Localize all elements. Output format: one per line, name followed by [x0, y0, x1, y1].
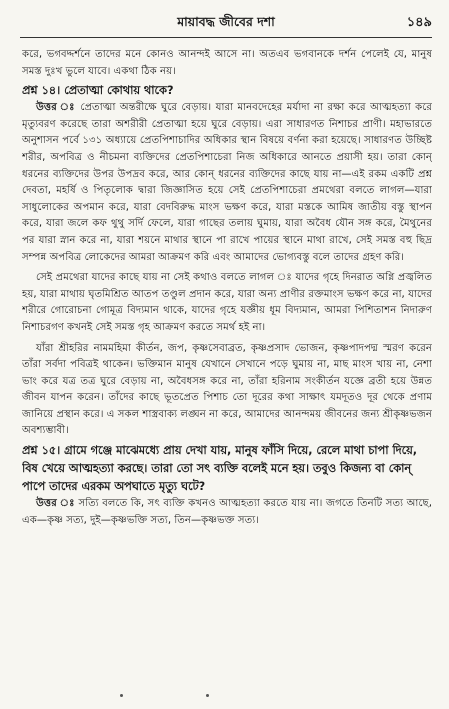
page-header	[20, 4, 432, 44]
paragraph-continuation: করে, ভগবদ্দর্শনে তাদের মনে কোনও আনন্দই আসে না। অতএব ভগবানকে দর্শন পেলেই যে, মানুষ সমস্ত দুঃখ ভুলে যাবে। একথা ঠিক নয়।	[22, 49, 432, 77]
paragraph-devotees: যাঁরা শ্রীহরির নামমহিমা কীর্তন, জপ, কৃষ্ণসেবাব্রত, কৃষ্ণপ্রসাদ ভোজন, কৃষ্ণপাদপদ্ম স্মরণ করেন তাঁরা সর্বদা পবিত্রই থাকেন। ভক্তিমান মানুষ যেখানে সেখানে পড়ে ঘুমায় না, মাছ মাংস খায় না, নেশা ভাং করে যত্র তত্র ঘুরে বেড়ায় না, অবৈধসঙ্গ করে না, তাঁরা হরিনাম সংকীর্তন যজ্ঞে ব্রতী হয়ে উন্নত জীবন যাপন করেন। তাঁদের কাছে ভূতপ্রেত পিশাচ তো দূরের কথা সাক্ষাৎ যমদূতও দূর থেকে প্রণাম জানিয়ে প্রস্থান করে। এ সকল শাস্ত্রবাক্য লঙ্ঘন না করে, আমাদের আনন্দময় জীবনের জন্য শ্রীকৃষ্ণভজন অবশ্যম্ভাবী।	[22, 342, 432, 437]
page-number: ১৪৯	[406, 15, 432, 30]
question-14	[22, 82, 432, 100]
question-text: প্রেতাত্মা কোথায় থাকে?	[64, 84, 174, 98]
question-label: প্রশ্ন ১৫।	[22, 444, 61, 458]
answer-text: প্রেতাত্মা অন্তরীক্ষে ঘুরে বেড়ায়। যারা মানবদেহের মর্যাদা না রক্ষা করে আত্মহত্যা করে মৃত্যুবরণ করেছে তারা অশরীরী প্রেতাত্মা হয়ে ঘুরে বেড়ায়। এরা সাধারণত নিশাচর প্রাণী। মহাভারতে অনুশাসন পর্বে ১৩১ অধ্যায়ে প্রেতপিশাচাদির অধিকার স্থান বিষয়ে বর্ণনা করা হয়েছে। সাধারণত উচ্ছিষ্ট শরীর, অপবিত্র ও নীচমনা ব্যক্তিদের প্রেতপিশাচেরা নিজ অধিকারে আনতে প্রয়াসী হয়। তারা কোন্ ধরনের ব্যক্তিদের উপর উপদ্রব করে, আর কোন্ ধরনের ব্যক্তিদের কাছে যায় না—এই রকম একটি প্রশ্ন দেবতা, মহর্ষি ও পিতৃলোক দ্বারা জিজ্ঞাসিত হয়ে সেই প্রেতপিশাচেরা প্রমথেরা বলতে লাগল—যারা সাধুলোকের অপমান করে, যারা বেদবিরুদ্ধ মাংস ভক্ষণ করে, যারা মস্তকে আমিষ জাতীয় বস্তু স্থাপন করে, যারা জলে কফ থুথু সর্দি ফেলে, যারা গাছের তলায় ঘুমায়, যারা অবৈধ যৌন সঙ্গ করে, মৈথুনের পর যারা স্নান করে না, যারা শয়নে মাথার স্থানে পা রাখে পায়ের স্থানে মাথা রাখে, সেই সমস্ত বহু ছিদ্র সম্পন্ন অপবিত্র লোকেদের আমরা আক্রমণ করি এবং আমাদের ভোগ্যবস্তু বলে তাদের গ্রহণ করি।	[22, 102, 432, 263]
question-label: প্রশ্ন ১৪।	[22, 84, 61, 98]
question-text: গ্রামে গঞ্জে মাঝেমধ্যে প্রায় দেখা যায়, মানুষ ফাঁসি দিয়ে, রেলে মাথা চাপা দিয়ে, বিষ খেয়ে আত্মহত্যা করছে। তারা তো সৎ ব্যক্তি বলেই মনে হয়। তবুও কিজন্য বা কোন্ পাপে তাদের এরকম অপঘাতে মৃত্যু ঘটে?	[22, 444, 418, 494]
print-speck	[120, 694, 123, 697]
answer-15	[22, 496, 432, 529]
header-divider	[20, 37, 432, 38]
page-title: মায়াবদ্ধ জীবের দশা	[177, 14, 275, 29]
page-body	[22, 47, 432, 702]
answer-text: সত্যি বলতে কি, সৎ ব্যক্তি কখনও আত্মহত্যা করতে যায় না। জগতে তিনটি সত্য আছে, এক—কৃষ্ণ সত্য, দুই—কৃষ্ণভক্তি সত্য, তিন—কৃষ্ণভক্ত সত্য।	[22, 498, 432, 526]
question-15	[22, 442, 432, 496]
answer-14	[22, 100, 432, 266]
answer-label: উত্তর ঃ	[36, 498, 75, 510]
paragraph-pramatha: সেই প্রমথেরা যাদের কাছে যায় না সেই কথাও বলতে লাগল ঃ যাদের গৃহে দিনরাত অগ্নি প্রজ্বলিত হয়, যারা মাথায় ঘৃতমিশ্রিত আতপ তণ্ডুল প্রদান করে, যারা অন্য প্রাণীর রক্তমাংস ভক্ষণ করে না, যাদের শরীরে গোরোচনা গোমূত্র বিদ্যমান থাকে, যাদের গৃহে যজ্ঞীয় ধূম বিদ্যমান, আমরা পিশিতাশন নিদারুণ নিশাচরগণ কখনই সেই সমস্ত গৃহ আক্রমণ করতে সমর্থ হই না।	[22, 272, 432, 333]
print-speck	[206, 694, 209, 697]
answer-label: উত্তর ঃ	[36, 102, 76, 114]
